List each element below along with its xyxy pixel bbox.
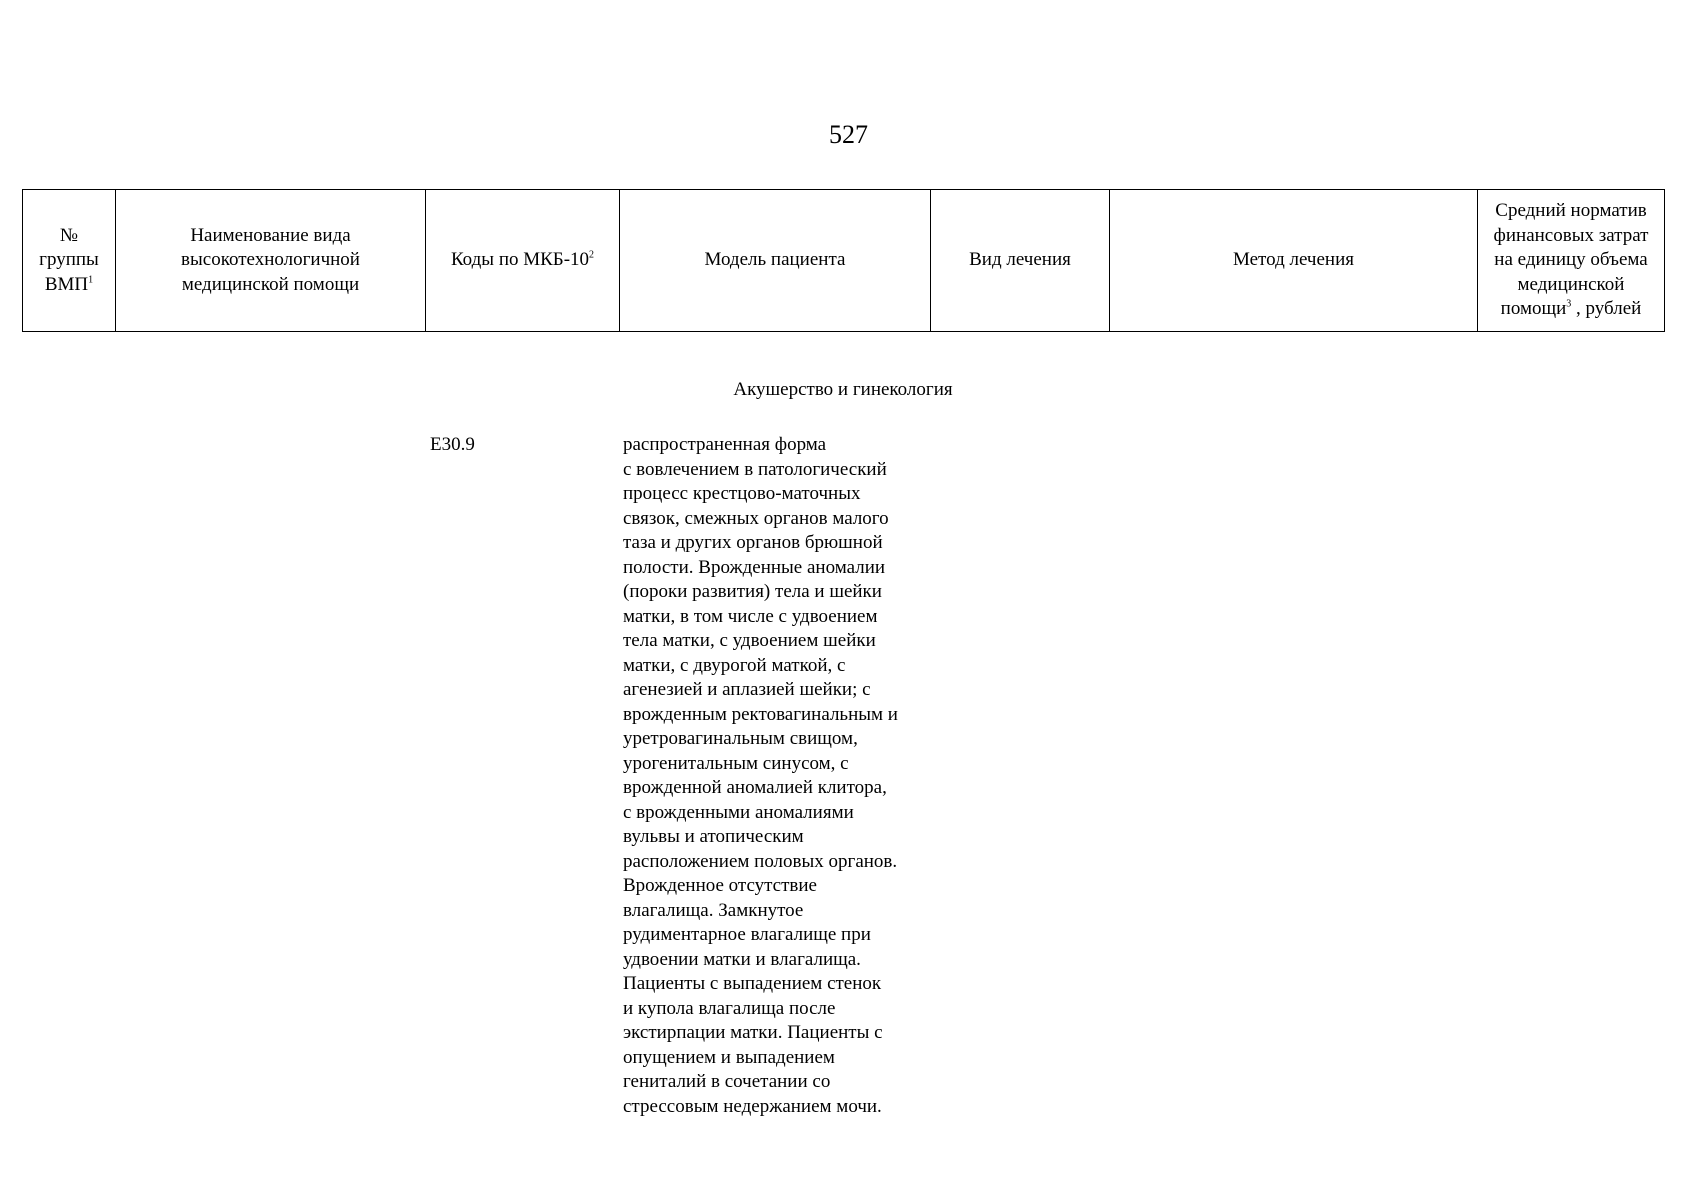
footnote-ref: 2 (589, 249, 595, 261)
patient-model-line: опущением и выпадением (623, 1046, 835, 1068)
column-header-care-type-name: Наименование вида высокотехнологичной медицинской помощи (116, 190, 426, 332)
patient-model-line: рудиментарное влагалище при (623, 924, 871, 945)
patient-model-line: с вовлечением в патологический (623, 458, 887, 480)
patient-model-line: стрессовым недержанием мочи. (623, 1095, 882, 1117)
icd-code-cell: E30.9 (430, 434, 475, 455)
patient-model-line: матки, с двурогой маткой, с (623, 654, 846, 676)
patient-model-line: уретровагинальным свищом, (623, 728, 858, 749)
patient-model-line: (пороки развития) тела и шейки (623, 581, 882, 602)
patient-model-cell (623, 433, 933, 1119)
patient-model-line: и купола влагалища после (623, 997, 836, 1019)
column-header-group-number: № группы ВМП$^1$ (23, 190, 116, 332)
patient-model-line: гениталий в сочетании со (623, 1071, 831, 1092)
patient-model-line: с врожденными аномалиями (623, 801, 854, 823)
patient-model-line: врожденной аномалией клитора, (623, 777, 887, 798)
patient-model-line: врожденным ректовагинальным и (623, 703, 898, 725)
patient-model-line: распространенная форма (623, 434, 827, 455)
column-header-treatment-method: Метод лечения (1110, 190, 1478, 332)
patient-model-line: удвоении матки и влагалища. (623, 948, 861, 970)
footnote-ref: 1 (88, 274, 94, 286)
header-table (22, 189, 1665, 332)
column-header-patient-model: Модель пациента (620, 190, 931, 332)
patient-model-line: тела матки, с удвоением шейки (623, 630, 876, 651)
patient-model-line: таза и других органов брюшной (623, 532, 883, 553)
patient-model-line: расположением половых органов. (623, 850, 898, 872)
patient-model-line: матки, в том числе с удвоением (623, 605, 878, 627)
section-title: Акушерство и гинекология (733, 379, 953, 400)
patient-model-line: агенезией и аплазией шейки; с (623, 679, 871, 700)
column-header-treatment-type: Вид лечения (931, 190, 1110, 332)
footnote-ref: 3 (1566, 298, 1572, 310)
patient-model-line: Пациенты с выпадением стенок (623, 973, 882, 994)
patient-model-line: влагалища. Замкнутое (623, 899, 804, 921)
patient-model-line: связок, смежных органов малого (623, 507, 889, 529)
patient-model-line: Врожденное отсутствие (623, 875, 817, 896)
patient-model-line: экстирпации матки. Пациенты с (623, 1022, 883, 1043)
header-row (23, 190, 1665, 332)
patient-model-line: вульвы и атопическим (623, 826, 804, 847)
patient-model-line: полости. Врожденные аномалии (623, 556, 886, 578)
page-number: 527 (829, 120, 868, 149)
column-header-cost-norm: Средний норматив финансовых затрат на единицу объема медицинской помощи$^3$ , рублей (1478, 190, 1665, 332)
patient-model-line: процесс крестцово-маточных (623, 483, 861, 504)
patient-model-line: урогенитальным синусом, с (623, 752, 849, 774)
column-header-icd-codes: Коды по МКБ-$10^2$ (426, 190, 620, 332)
